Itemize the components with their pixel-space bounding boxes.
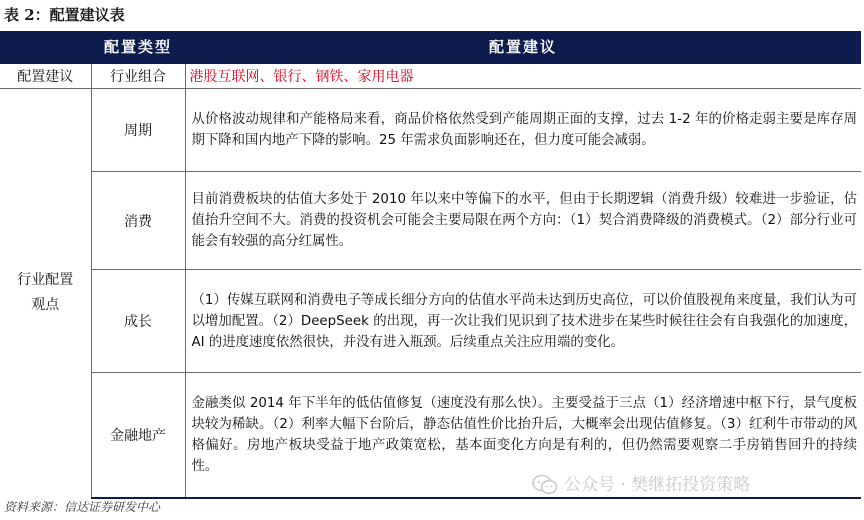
- category-consumer: 消费: [91, 172, 185, 270]
- table-row: [0, 89, 861, 172]
- finance-realestate-advice-text: 金融类似 2014 年下半年的低估值修复（速度没有那么快）。主要受益于三点（1）经济增速中枢下行，景气度板块较为稀缺。（2）利率大幅下台阶后，静态估值性价比抬升后，大概率会出现估值修复。（3）红利牛市带动的风格偏好。房地产板块受益于地产政策宽松，基本面变化方向是有利的，但仍然需要观察二手房销售回升的持续性。: [185, 373, 861, 498]
- recommendation-type: 行业组合: [91, 63, 185, 89]
- header-config-type: 配置类型: [91, 31, 185, 63]
- table-caption: 表 2：配置建议表: [4, 6, 125, 24]
- industry-view-label: 行业配置观点: [17, 272, 74, 314]
- recommendation-row: [0, 63, 861, 89]
- industry-view-section-label: [0, 89, 91, 498]
- category-growth: 成长: [91, 270, 185, 373]
- table-header-row: [0, 31, 861, 63]
- watermark-text: 公众号 · 樊继拓投资策略: [564, 475, 751, 495]
- table-row: [0, 270, 861, 373]
- wechat-icon: [532, 474, 558, 496]
- consumer-advice-text: 目前消费板块的估值大多处于 2010 年以来中等偏下的水平，但由于长期逻辑（消费升级）较难进一步验证，估值抬升空间不大。消费的投资机会可能会主要局限在两个方向：（1）契合消费降级的消费模式。（2）部分行业可能会有较强的高分红属性。: [185, 172, 861, 270]
- recommendation-section-label: 配置建议: [0, 63, 91, 89]
- header-config-advice: 配置建议: [185, 31, 861, 63]
- category-cyclical: 周期: [91, 89, 185, 172]
- source-note: 资料来源：信达证券研发中心: [4, 500, 161, 514]
- header-blank-cell: [0, 31, 91, 63]
- growth-advice-text: （1）传媒互联网和消费电子等成长细分方向的估值水平尚未达到历史高位，可以价值股视角来度量，我们认为可以增加配置。（2）DeepSeek 的出现，再一次让我们见识到了技术进步在某些时候往往会有自我强化的加速度，AI 的进度速度依然很快，并没有进入瓶颈。后续重点关注应用端的变化。: [185, 270, 861, 373]
- recommendation-industries: 港股互联网、银行、钢铁、家用电器: [189, 69, 414, 85]
- cyclical-advice-text: 从价格波动规律和产能格局来看，商品价格依然受到产能周期正面的支撑，过去 1-2 年的价格走弱主要是库存周期下降和国内地产下降的影响。25 年需求负面影响还在，但力度可能会减弱。: [185, 89, 861, 172]
- category-finance-realestate: 金融地产: [91, 373, 185, 498]
- recommendation-cell: [185, 63, 861, 89]
- allocation-table: [0, 31, 861, 499]
- table-row: [0, 172, 861, 270]
- watermark: [532, 472, 750, 498]
